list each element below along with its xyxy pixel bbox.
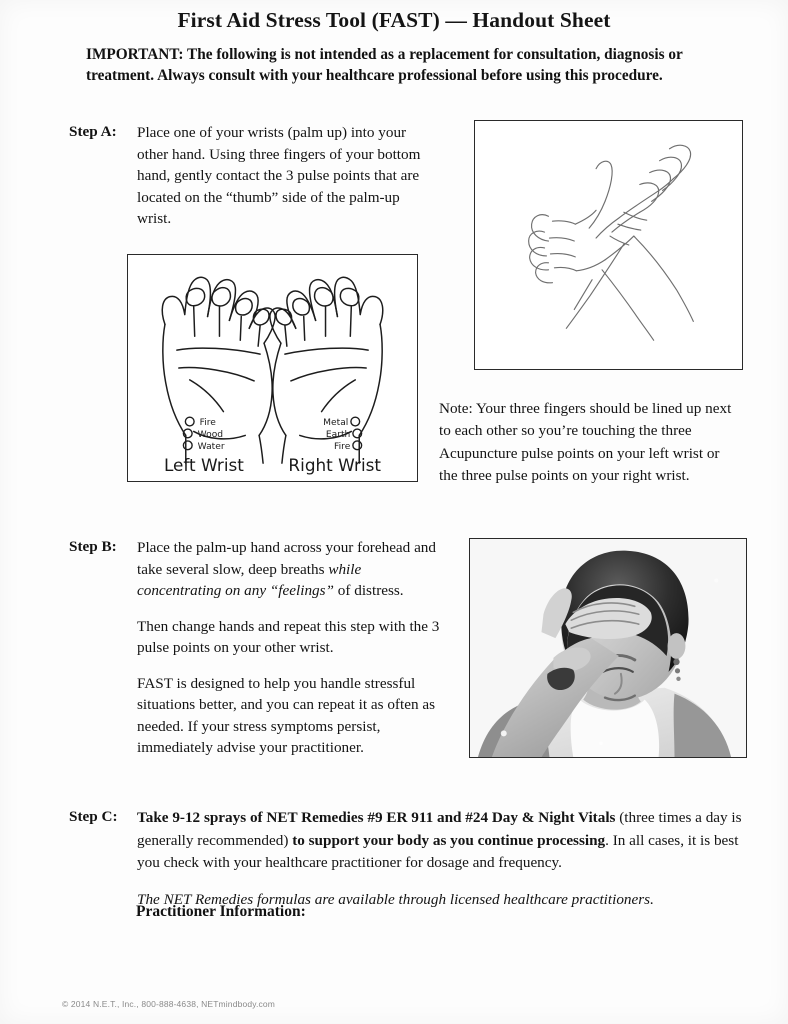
step-a-label: Step A: [69, 123, 117, 140]
step-c-paragraph-1 [137, 807, 745, 875]
copyright-footer: © 2014 N.E.T., Inc., 800-888-4638, NETmindbody.com [62, 999, 275, 1009]
step-c-plain-1: (three times a day is generally recommended) [137, 809, 742, 849]
three-fingers-note: Note: Your three fingers should be lined up next to each other so you’re touching the three Acupuncture pulse points on your left wrist or the three pulse points on your right wrist. [439, 400, 732, 485]
left-pulse-label-0: Fire [199, 417, 216, 428]
step-b-paragraph-1 [137, 537, 447, 602]
right-pulse-label-2: Fire [334, 441, 351, 452]
step-c-italic-text: The NET Remedies formulas are available through licensed healthcare practitioners. [137, 890, 654, 908]
wrist-diagram-svg [128, 255, 417, 481]
step-c-bold-2: to support your body as you continue processing [292, 831, 606, 849]
step-a-body [137, 122, 437, 230]
important-notice: IMPORTANT: The following is not intended as a replacement for consultation, diagnosis or treatment. Always consult with your healthcare professional before using this procedure. [86, 46, 683, 84]
step-c-bold-1: Take 9-12 sprays of NET Remedies #9 ER 911 and #24 Day & Night Vitals [137, 809, 616, 826]
step-a-paragraph-1: Place one of your wrists (palm up) into your other hand. Using three fingers of your bottom hand, gently contact the 3 pulse points that are located on the “thumb” side of the palm-up wrist. [137, 124, 421, 227]
step-c-plain-2: . In all cases, it is best you check with your healthcare practitioner for dosage and frequency. [137, 831, 739, 871]
step-b-p1-tail: of distress. [334, 582, 404, 599]
practitioner-information-heading: Practitioner Information: [136, 903, 306, 920]
page-title: First Aid Stress Tool (FAST) — Handout Sheet [177, 8, 611, 32]
left-pulse-label-1: Wood [197, 429, 224, 440]
left-wrist-caption: Left Wrist [163, 455, 244, 476]
right-pulse-label-0: Metal [323, 417, 349, 428]
step-b-p1-italic: while concentrating on any “feelings” [137, 560, 362, 599]
left-pulse-label-2: Water [197, 441, 225, 452]
step-b-p1-plain: Place the palm-up hand across your forehead and take several slow, deep breaths [137, 539, 436, 578]
step-b-paragraph-3: FAST is designed to help you handle stressful situations better, and you can repeat it as often as needed. If your stress symptoms persist, immediately advise your practitioner. [137, 674, 435, 756]
step-b-body [137, 537, 447, 759]
wrist-pulse-point-diagram [127, 254, 418, 482]
right-pulse-label-1: Earth [325, 429, 351, 440]
step-c-label: Step C: [69, 808, 118, 825]
forehead-photo-svg [470, 539, 746, 757]
step-c-body [137, 807, 745, 911]
hands-line-drawing-image [474, 120, 743, 370]
step-b-label: Step B: [69, 538, 117, 555]
forehead-photo-image [469, 538, 747, 758]
right-wrist-caption: Right Wrist [288, 455, 382, 476]
step-b-paragraph-2: Then change hands and repeat this step with the 3 pulse points on your other wrist. [137, 617, 440, 656]
hands-line-drawing-svg [475, 121, 742, 369]
